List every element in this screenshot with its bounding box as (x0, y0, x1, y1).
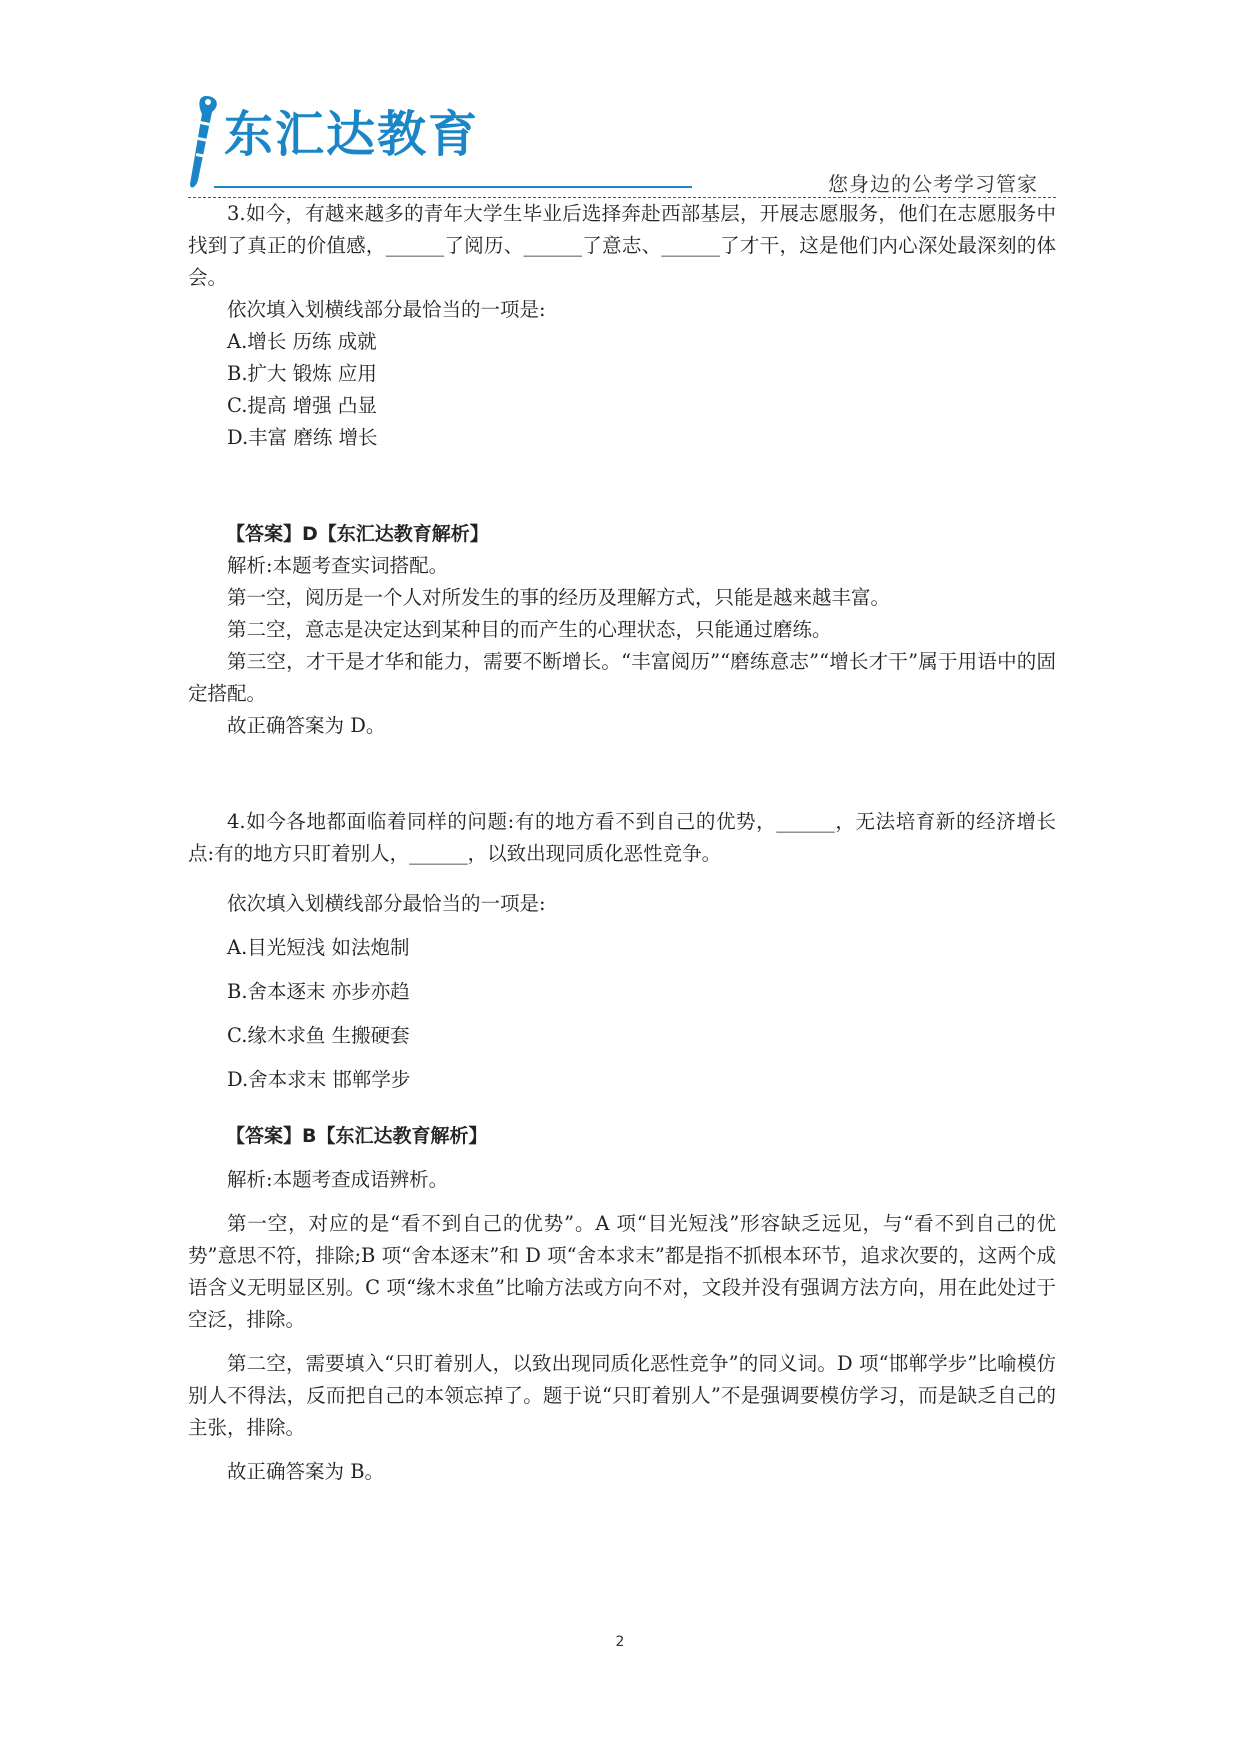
analysis-paragraph: 第二空，意志是决定达到某种目的而产生的心理状态，只能通过磨练。 (227, 618, 832, 641)
option-d: D.丰富 磨练 增长 (227, 426, 378, 449)
analysis-paragraph: 故正确答案为 B。 (227, 1460, 385, 1483)
analysis-paragraph: 解析:本题考查成语辨析。 (227, 1168, 449, 1191)
page-number: 2 (615, 1634, 625, 1650)
question-prompt: 依次填入划横线部分最恰当的一项是: (227, 892, 546, 915)
pen-logo-icon (188, 92, 224, 192)
question-4 (188, 806, 1056, 1488)
option-c: C.提高 增强 凸显 (227, 394, 377, 417)
option-a: A.增长 历练 成就 (227, 330, 377, 353)
logo-underline (214, 186, 692, 188)
analysis-paragraph: 故正确答案为 D。 (227, 714, 386, 737)
answer-heading: 【答案】D【东汇达教育解析】 (226, 523, 489, 545)
question-stem: 4.如今各地都面临着同样的问题:有的地方看不到自己的优势，______，无法培育新的经济增长点:有的地方只盯着别人，______，以致出现同质化恶性竞争。 (188, 810, 1056, 865)
analysis-paragraph: 解析:本题考查实词搭配。 (227, 554, 449, 577)
question-prompt: 依次填入划横线部分最恰当的一项是: (227, 298, 546, 321)
question-3 (188, 198, 1056, 742)
analysis-paragraph: 第三空，才干是才华和能力，需要不断增长。“丰富阅历”“磨练意志”“增长才干”属于用语中的固定搭配。 (188, 650, 1056, 705)
page-content (188, 198, 1056, 1500)
answer-heading: 【答案】B【东汇达教育解析】 (226, 1125, 488, 1147)
option-b: B.舍本逐末 亦步亦趋 (227, 980, 410, 1003)
analysis-paragraph: 第一空，对应的是“看不到自己的优势”。A 项“目光短浅”形容缺乏远见，与“看不到自己的优势”意思不符，排除;B 项“舍本逐末”和 D 项“舍本求末”都是指不抓根本环节，追求次要的，这两个成语含义无明显区别。C 项“缘木求鱼”比喻方法或方向不对，文段并没有强调方法方向，用在此处过于空泛，排除。 (188, 1212, 1056, 1331)
analysis-paragraph: 第一空，阅历是一个人对所发生的事的经历及理解方式，只能是越来越丰富。 (227, 586, 891, 609)
header-tagline: 您身边的公考学习管家 (828, 172, 1038, 196)
question-stem: 3.如今，有越来越多的青年大学生毕业后选择奔赴西部基层，开展志愿服务，他们在志愿服务中找到了真正的价值感，______了阅历、______了意志、______了才干，这是他们内心深处最深刻的体会。 (188, 202, 1056, 289)
brand-logo-text: 东汇达教育 (224, 106, 480, 163)
analysis-paragraph: 第二空，需要填入“只盯着别人，以致出现同质化恶性竞争”的同义词。D 项“邯郸学步”比喻模仿别人不得法，反而把自己的本领忘掉了。题于说“只盯着别人”不是强调要模仿学习，而是缺乏自己的主张，排除。 (188, 1352, 1056, 1439)
page-header (188, 88, 1058, 196)
option-d: D.舍本求末 邯郸学步 (227, 1068, 411, 1091)
option-b: B.扩大 锻炼 应用 (227, 362, 377, 385)
option-a: A.目光短浅 如法炮制 (227, 936, 410, 959)
option-c: C.缘木求鱼 生搬硬套 (227, 1024, 410, 1047)
